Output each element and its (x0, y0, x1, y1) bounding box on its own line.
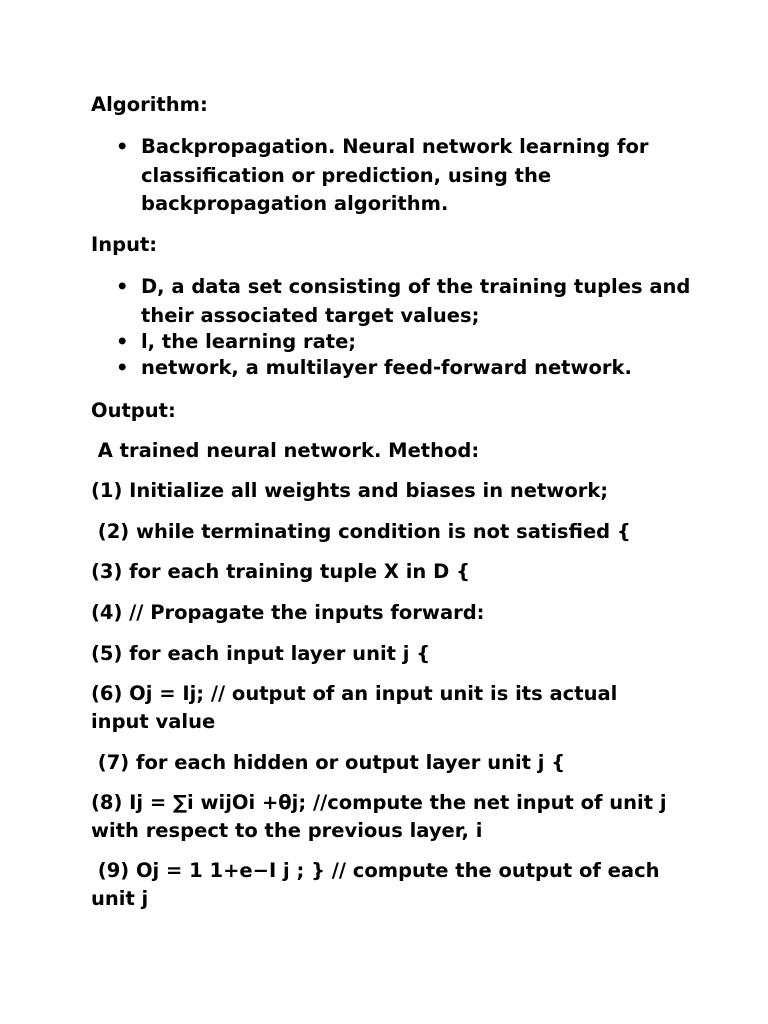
method-line-6: (6) Oj = Ij; // output of an input unit is its actual input value (91, 682, 618, 733)
method-line-5: (5) for each input layer unit j { (91, 642, 431, 665)
input-bullet-list (91, 273, 691, 382)
bullet-icon: • (116, 330, 129, 353)
method-line-9: (9) Oj = 1 1+e−I j ; } // compute the output of each unit j (91, 859, 667, 910)
method-line-8: (8) Ij = ∑i wijOi +θj; //compute the net input of unit j with respect to the previous layer, i (91, 791, 667, 842)
bullet-icon: • (116, 135, 129, 158)
algorithm-heading: Algorithm: (91, 93, 208, 116)
list-item-text: D, a data set consisting of the training tuples and their associated target values; (141, 275, 691, 327)
bullet-icon: • (116, 356, 129, 379)
list-item-text: l, the learning rate; (141, 330, 357, 353)
list-item (91, 329, 691, 354)
method-line-4: (4) // Propagate the inputs forward: (91, 601, 485, 624)
list-item (91, 133, 691, 219)
method-line-0: A trained neural network. Method: (91, 439, 480, 462)
output-heading: Output: (91, 399, 176, 422)
method-line-1: (1) Initialize all weights and biases in network; (91, 479, 609, 502)
method-line-2: (2) while terminating condition is not satisfied { (91, 520, 631, 543)
list-item (91, 354, 691, 382)
list-item-text: Backpropagation. Neural network learning for classification or prediction, using the backpropagation algorithm. (141, 135, 649, 215)
algorithm-bullet-list (91, 133, 691, 219)
method-line-3: (3) for each training tuple X in D { (91, 560, 470, 583)
bullet-icon: • (116, 275, 129, 298)
method-line-7: (7) for each hidden or output layer unit j { (91, 751, 566, 774)
list-item-text: network, a multilayer feed-forward network. (141, 356, 632, 379)
input-heading: Input: (91, 233, 158, 256)
list-item (91, 273, 691, 330)
